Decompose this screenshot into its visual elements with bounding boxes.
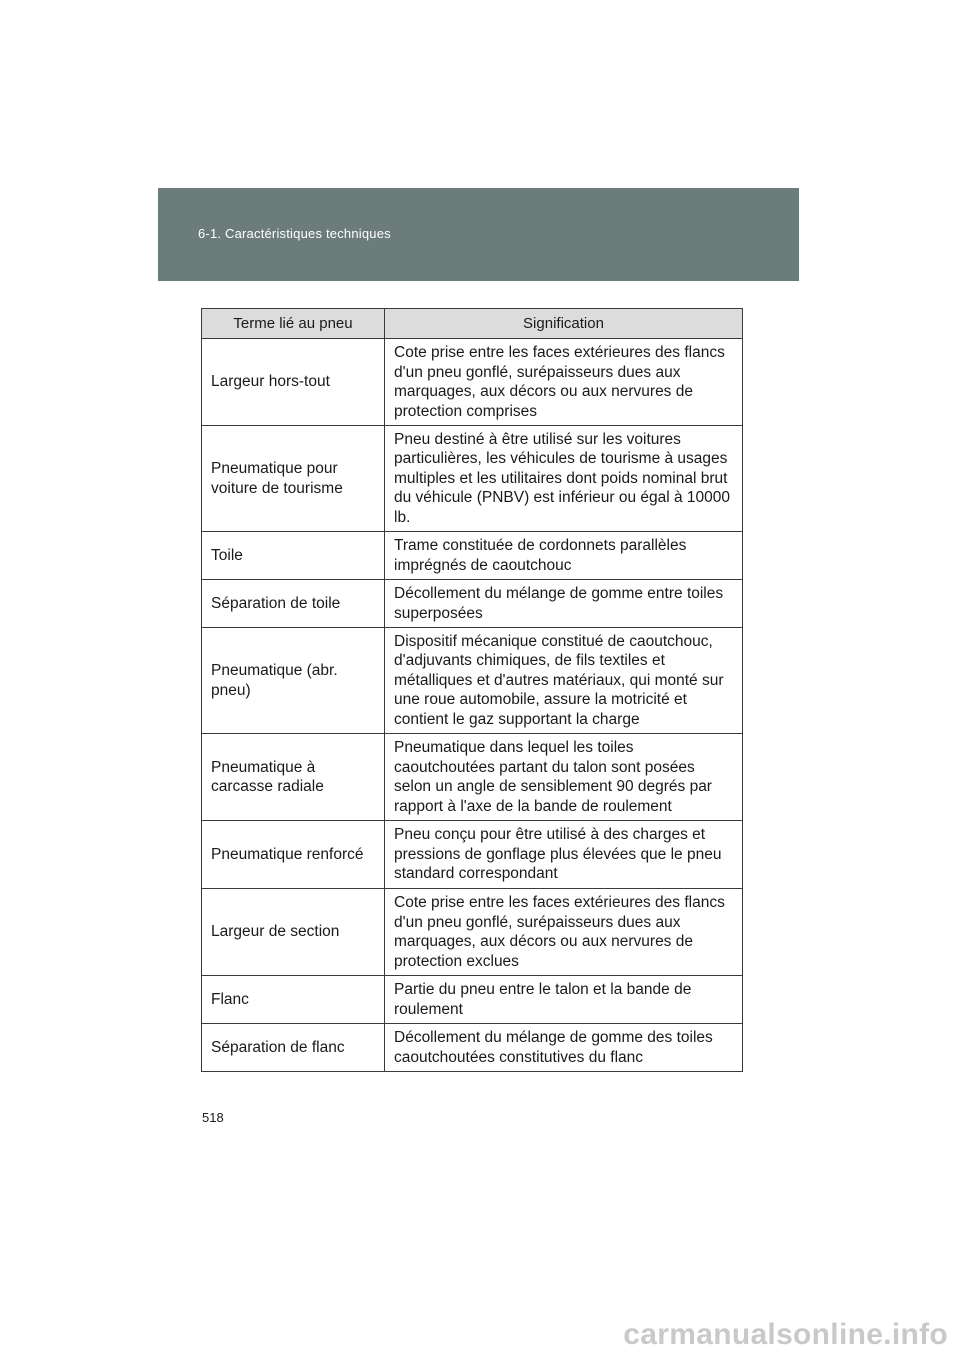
definition-cell: Trame constituée de cordonnets parallèles imprégnés de caoutchouc <box>385 532 743 580</box>
column-header-term: Terme lié au pneu <box>202 309 385 339</box>
term-cell: Toile <box>202 532 385 580</box>
term-cell: Pneumatique pour voiture de tourisme <box>202 426 385 532</box>
table-row <box>202 976 743 1024</box>
definition-cell: Pneu conçu pour être utilisé à des charges et pressions de gonflage plus élevées que le pneu standard correspondant <box>385 821 743 889</box>
definition-cell: Pneu destiné à être utilisé sur les voitures particulières, les véhicules de tourisme à usages multiples et les utilitaires dont poids nominal brut du véhicule (PNBV) est inférieur ou égal à 10000 lb. <box>385 426 743 532</box>
table-row <box>202 339 743 426</box>
definition-cell: Décollement du mélange de gomme entre toiles superposées <box>385 580 743 628</box>
table-row <box>202 580 743 628</box>
table-row <box>202 889 743 976</box>
term-cell: Flanc <box>202 976 385 1024</box>
page-number: 518 <box>202 1110 224 1125</box>
term-cell: Largeur hors-tout <box>202 339 385 426</box>
term-cell: Pneumatique (abr. pneu) <box>202 628 385 734</box>
section-header-band <box>158 188 799 281</box>
table-row <box>202 1024 743 1072</box>
definition-cell: Dispositif mécanique constitué de caoutchouc, d'adjuvants chimiques, de fils textiles et métalliques et d'autres matériaux, qui monté sur une roue automobile, assure la motricité et contient le gaz supportant la charge <box>385 628 743 734</box>
table-row <box>202 821 743 889</box>
column-header-meaning: Signification <box>385 309 743 339</box>
term-cell: Séparation de flanc <box>202 1024 385 1072</box>
section-title: 6-1. Caractéristiques techniques <box>198 226 391 241</box>
table-row <box>202 426 743 532</box>
table-row <box>202 628 743 734</box>
term-cell: Pneumatique renforcé <box>202 821 385 889</box>
table-row <box>202 532 743 580</box>
definition-cell: Pneumatique dans lequel les toiles caoutchoutées partant du talon sont posées selon un angle de sensiblement 90 degrés par rapport à l'axe de la bande de roulement <box>385 734 743 821</box>
term-cell: Pneumatique à carcasse radiale <box>202 734 385 821</box>
tire-terms-table <box>201 308 743 1072</box>
term-cell: Largeur de section <box>202 889 385 976</box>
definition-cell: Cote prise entre les faces extérieures des flancs d'un pneu gonflé, surépaisseurs dues aux marquages, aux décors ou aux nervures de protection comprises <box>385 339 743 426</box>
definition-cell: Partie du pneu entre le talon et la bande de roulement <box>385 976 743 1024</box>
table-row <box>202 734 743 821</box>
table-header-row <box>202 309 743 339</box>
site-watermark: carmanualsonline.info <box>623 1318 948 1351</box>
term-cell: Séparation de toile <box>202 580 385 628</box>
definition-cell: Cote prise entre les faces extérieures des flancs d'un pneu gonflé, surépaisseurs dues aux marquages, aux décors ou aux nervures de protection exclues <box>385 889 743 976</box>
definition-cell: Décollement du mélange de gomme des toiles caoutchoutées constitutives du flanc <box>385 1024 743 1072</box>
